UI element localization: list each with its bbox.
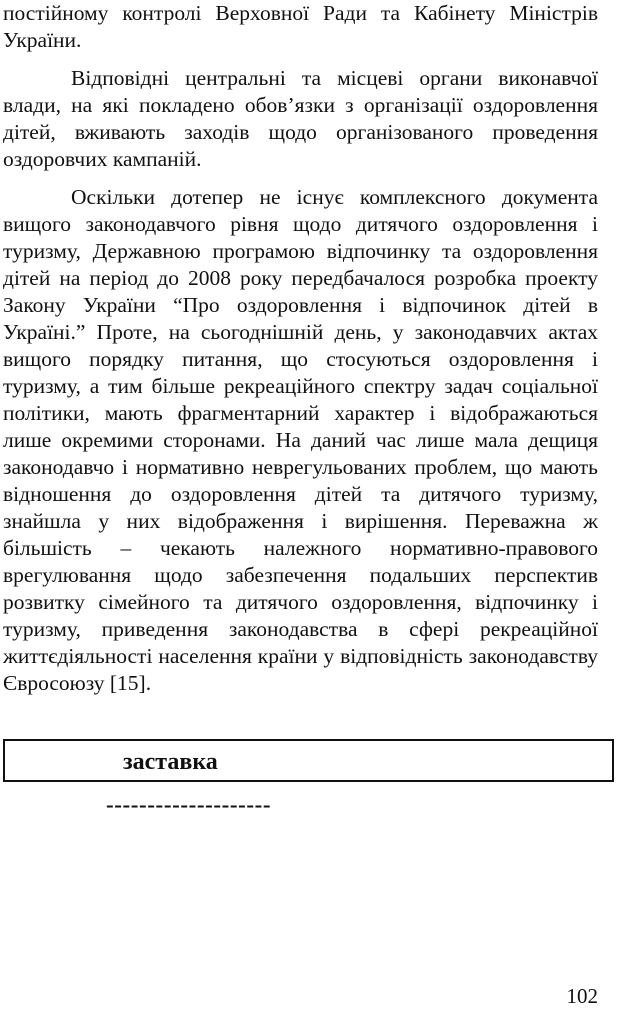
document-page — [3, 0, 598, 697]
paragraph-continuation: постійному контролі Верховної Ради та Кабінету Міністрів України. — [3, 1, 598, 52]
paragraph-legislation: Оскільки дотепер не існує комплексного документа вищого законодавчого рівня щодо дитячого оздоровлення і туризму, Державною програмою відпочинку та оздоровлення дітей на період до 2008 року передбачалося розробка проекту Закону України “Про оздоровлення і відпочинок дітей в Україні.” Проте, на сьогоднішній день, у законодавчих актах вищого порядку питання, що стосуються оздоровлення і туризму, а тим більше рекреаційного спектру задач соціальної політики, мають фрагментарний характер і відображаються лише окремими сторонами. На даний час лише мала дещиця законодавчо і нормативно неврегульованих проблем, що мають відношення до оздоровлення дітей та дитячого туризму, знайшла у них відображення і вирішення. Переважна ж більшість – чекають належного нормативно-правового врегулювання щодо забезпечення подальших перспектив розвитку сімейного та дитячого оздоровлення, відпочинку і туризму, приведення законодавства в сфері рекреаційної життєдіяльності населення країни у відповідність законодавству Євросоюзу [15]. — [3, 185, 598, 695]
placeholder-label: заставка — [123, 749, 218, 775]
placeholder-frame — [3, 739, 614, 782]
paragraph-executive-bodies: Відповідні центральні та місцеві органи виконавчої влади, на які покладено обов’язки з організації оздоровлення дітей, вживають заходів щодо організованого проведення оздоровчих кампаній. — [3, 66, 598, 171]
dashed-separator: -------------------- — [106, 792, 272, 817]
page-number: 102 — [566, 984, 598, 1008]
